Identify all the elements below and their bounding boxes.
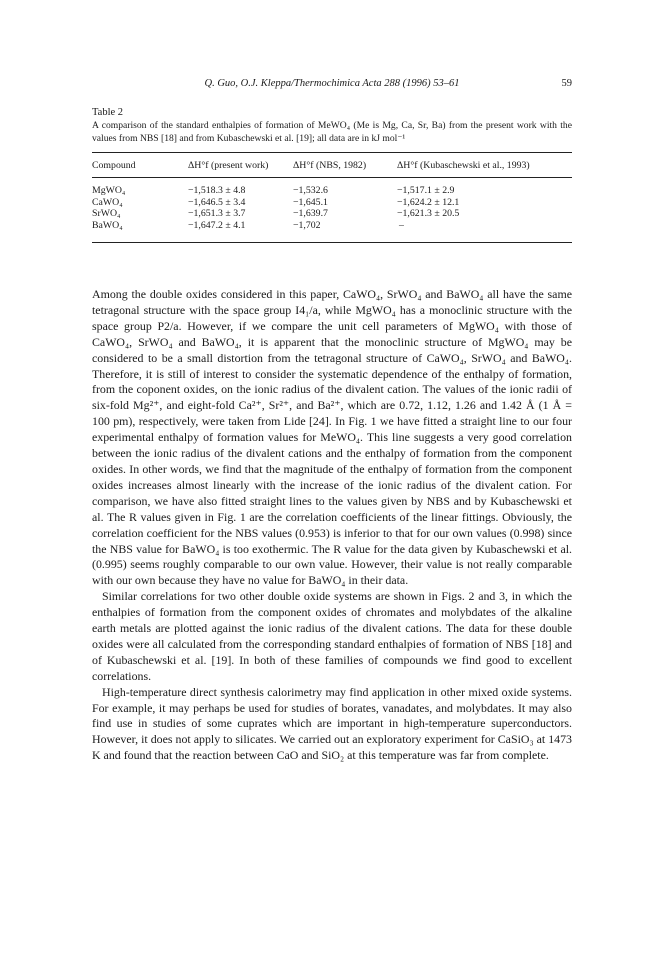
table-cell-present-work: −1,647.2 ± 4.1 — [188, 219, 246, 231]
table-cell-compound: BaWO₄ — [92, 219, 123, 231]
paragraph: Among the double oxides considered in this paper, CaWO₄, SrWO₄ and BaWO₄ all have the same tetragonal structure with the space group I4₁/a, while MgWO₄ has a monoclinic structure with the space group P2/a. However, if we compare the unit cell parameters of MgWO₄ with those of CaWO₄, SrWO₄ and BaWO₄, it is apparent that the monoclinic structure of MgWO₄ may be considered to be a small distortion from the tetragonal structure of CaWO₄, SrWO₄ and BaWO₄. Therefore, it is still of interest to consider the systematic dependence of the enthalpy of formation, from the coponent oxides, on the ionic radius of the divalent cation. The values of the ionic radii of six-fold Mg²⁺, and eight-fold Ca²⁺, Sr²⁺, and Ba²⁺, which are 0.72, 1.12, 1.26 and 1.42 Å (1 Å = 100 pm), respectively, were taken from Lide [24]. In Fig. 1 we have fitted a straight line to our four experimental enthalpy of formation values for MeWO₄. This line suggests a very good correlation between the ionic radius of the divalent cations and the enthalpy of formation from the component oxides. In other words, we find that the magnitude of the enthalpy of formation from the component oxides increases almost linearly with the increase of the ionic radius of the divalent cation. For comparison, we have also fitted straight lines to the values given by NBS and by Kubaschewski et al. The R values given in Fig. 1 are the correlation coefficients of the linear fittings. Obviously, the correlation coefficient for the NBS values (0.953) is inferior to that for our own values (0.998) since the NBS value for BaWO₄ is too exothermic. The R value for the data given by Kubaschewski et al. (0.995) seems roughly comparable to our own value. However, their value is not really comparable with our own because they have no value for BaWO₄ in their data. — [92, 287, 572, 588]
table-cell-compound: SrWO₄ — [92, 208, 121, 219]
running-head-text: Q. Guo, O.J. Kleppa/Thermochimica Acta 288 (1996) 53–61 — [204, 78, 460, 89]
table-row — [92, 208, 572, 220]
table-caption: A comparison of the standard enthalpies of formation of MeWO₄ (Me is Mg, Ca, Sr, Ba) from the present work with the values from NBS [18] and from Kubaschewski et al. [19]; all data are in kJ mol⁻¹ — [92, 120, 572, 144]
table-cell-present-work: −1,651.3 ± 3.7 — [188, 208, 246, 219]
table-cell-nbs: −1,532.6 — [293, 185, 328, 196]
table-row — [92, 220, 572, 243]
running-head — [92, 78, 572, 94]
table-cell-kubaschewski: −1,621.3 ± 20.5 — [397, 208, 460, 219]
column-header-kubaschewski: ΔH°f (Kubaschewski et al., 1993) — [397, 159, 530, 171]
table-block — [92, 106, 572, 243]
column-header-present-work: ΔH°f (present work) — [188, 159, 269, 171]
table-cell-compound: CaWO₄ — [92, 196, 123, 208]
table-header-row — [92, 153, 572, 178]
paragraph: High-temperature direct synthesis calorimetry may find application in other mixed oxide systems. For example, it may perhaps be used for studies of borates, vanadates, and molybdates. It may also find use in studies of some cuprates which are important in high-temperature superconductors. However, it does not apply to silicates. We carried out an exploratory experiment for CaSiO₃ at 1473 K and found that the reaction between CaO and SiO₂ at this temperature was far from complete. — [92, 684, 572, 763]
table-row — [92, 178, 572, 197]
page-number: 59 — [561, 78, 572, 89]
table-row — [92, 197, 572, 209]
table-cell-kubaschewski: – — [399, 219, 404, 231]
table-label: Table 2 — [92, 107, 124, 118]
column-header-nbs: ΔH°f (NBS, 1982) — [293, 159, 367, 171]
table-cell-compound: MgWO₄ — [92, 185, 126, 196]
table-cell-present-work: −1,518.3 ± 4.8 — [188, 185, 246, 196]
table-cell-kubaschewski: −1,517.1 ± 2.9 — [397, 185, 455, 196]
table-cell-nbs: −1,639.7 — [293, 208, 328, 219]
body-text — [92, 287, 572, 764]
table-cell-kubaschewski: −1,624.2 ± 12.1 — [397, 196, 460, 208]
table-cell-present-work: −1,646.5 ± 3.4 — [188, 196, 246, 208]
column-header-compound: Compound — [92, 159, 136, 171]
enthalpy-table — [92, 152, 572, 243]
table-cell-nbs: −1,645.1 — [293, 196, 328, 208]
table-cell-nbs: −1,702 — [293, 219, 321, 231]
paragraph: Similar correlations for two other double oxide systems are shown in Figs. 2 and 3, in which the enthalpies of formation from the component oxides of chromates and molybdates of the alkaline earth metals are plotted against the ionic radius of the divalent cations. The data for these double oxides were all calculated from the corresponding standard enthalpies of formation of NBS [18] and of Kubaschewski et al. [19]. In both of these families of compounds we find good to excellent correlations. — [92, 589, 572, 683]
